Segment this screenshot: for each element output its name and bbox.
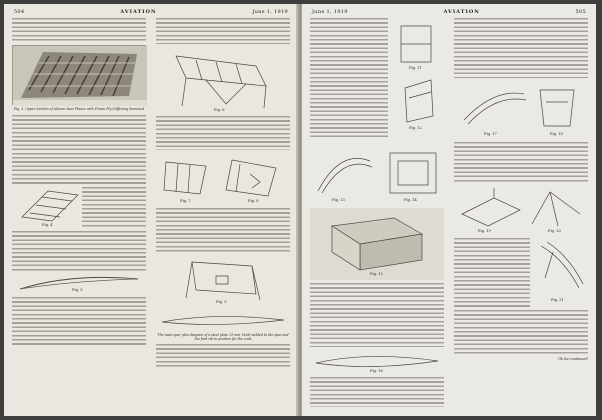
- wing-photo-drawing: [13, 46, 147, 106]
- fig-18-label: Fig. 18: [550, 132, 563, 136]
- fig-4-area: [12, 187, 146, 229]
- left-column-1: [12, 18, 146, 347]
- body-text: [156, 344, 290, 368]
- right-column-1: [310, 18, 444, 407]
- fig-6-area: [156, 46, 290, 114]
- fig-20-label: Fig. 20: [548, 229, 561, 233]
- body-text: [12, 115, 146, 185]
- fig-9-label: Fig. 9: [216, 300, 227, 304]
- wing-section-photo: [12, 45, 146, 105]
- right-page: [302, 4, 596, 416]
- fig-5-label: Fig. 5: [72, 288, 83, 292]
- fig-11-12-drawing: [391, 18, 443, 138]
- body-text: [454, 238, 530, 308]
- fig-6-label: Fig. 6: [214, 108, 225, 112]
- fig-19-20-area: [454, 184, 588, 236]
- left-running-title: AVIATION: [120, 9, 157, 15]
- body-text: [454, 18, 588, 78]
- fig-10-caption: The main spar plan diagram of a steel plate 25 mm. thick welded to the spar and the first rib to position for the ends: [157, 333, 289, 341]
- fig-15-label: Fig. 15: [370, 272, 383, 276]
- fig-21-label: Fig. 21: [551, 298, 564, 302]
- fig-17-label: Fig. 17: [484, 132, 497, 136]
- fig-11-label: Fig. 11: [409, 66, 422, 70]
- left-page: [4, 4, 298, 416]
- fig-15-area: [310, 208, 444, 280]
- fig-9-area: [156, 254, 290, 308]
- fig-10-area: [156, 310, 290, 332]
- fig-19-label: Fig. 19: [478, 229, 491, 233]
- body-text: [12, 297, 146, 347]
- fig-7-8-drawing: [156, 152, 290, 206]
- body-text: [310, 377, 444, 407]
- fig-5-area: [12, 271, 146, 295]
- fig-21-area: [533, 238, 587, 308]
- fig-17-18-drawing: [454, 80, 588, 140]
- fig-10-drawing: [156, 310, 290, 332]
- left-page-number: 504: [14, 9, 25, 15]
- body-text: [454, 310, 588, 356]
- fig-21-row: [454, 238, 588, 308]
- fig-14-label: Fig. 14: [404, 198, 417, 202]
- body-text: [454, 142, 588, 182]
- left-page-header: [14, 9, 288, 17]
- to-be-continued: (To be continued): [557, 357, 588, 361]
- fig-7-label: Fig. 7: [180, 199, 191, 203]
- right-column-2: [454, 18, 588, 361]
- right-page-number: 505: [575, 9, 586, 15]
- fig-15-drawing: [310, 208, 444, 280]
- right-page-date: June 1, 1919: [312, 9, 348, 15]
- body-text: [310, 283, 444, 347]
- body-text: [12, 18, 146, 42]
- right-running-title: AVIATION: [443, 9, 480, 15]
- left-column-2: [156, 18, 290, 368]
- fig-19-20-drawing: [454, 184, 588, 236]
- left-page-date: June 1, 1919: [252, 9, 288, 15]
- fig-16-area: [310, 349, 444, 375]
- body-text: [156, 18, 290, 44]
- fig-11-row: [310, 18, 444, 138]
- fig-8-label: Fig. 8: [248, 199, 259, 203]
- fig-6-drawing: [156, 46, 290, 114]
- fig-17-18-area: [454, 80, 588, 140]
- body-text: [82, 187, 146, 227]
- body-text: [310, 18, 388, 138]
- body-text: [12, 231, 146, 271]
- photo-caption: Fig. 3. Upper Section of Aileron Rear Planes with Frame Ply Stiffening Removed: [13, 107, 145, 111]
- fig-16-label: Fig. 16: [370, 369, 383, 373]
- fig-4-label: Fig. 4: [42, 223, 53, 227]
- right-page-header: [312, 9, 586, 17]
- fig-7-8-area: [156, 152, 290, 206]
- fig-13-label: Fig. 13: [332, 198, 345, 202]
- body-text: [156, 208, 290, 252]
- fig-13-14-area: [310, 141, 444, 205]
- fig-12-label: Fig. 12: [409, 126, 422, 130]
- fig-13-14-drawing: [310, 141, 444, 205]
- fig-11-12-area: [391, 18, 443, 138]
- body-text: [156, 116, 290, 150]
